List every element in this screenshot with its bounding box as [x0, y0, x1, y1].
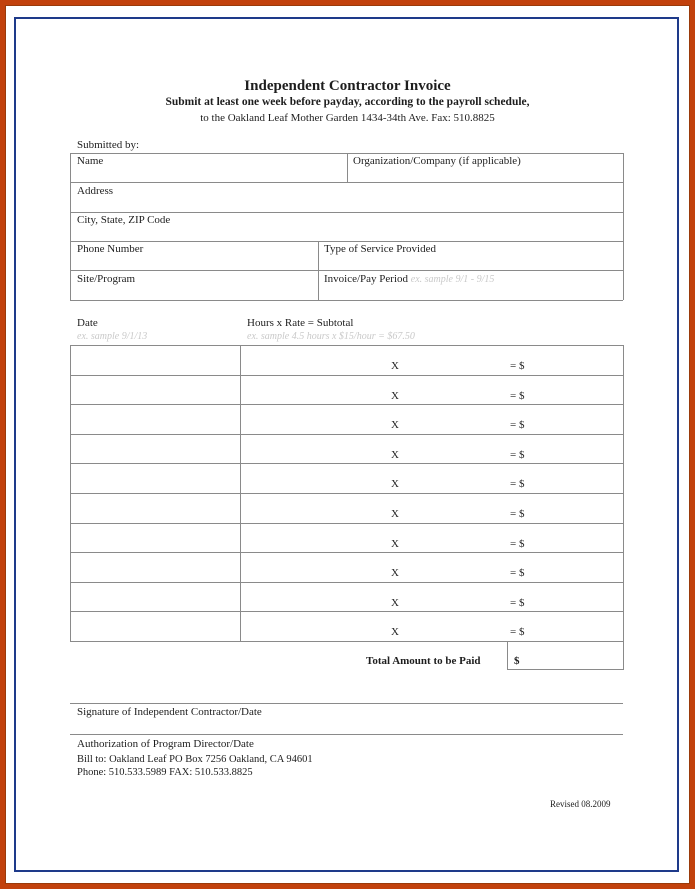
site-program-field[interactable]: Site/Program: [77, 273, 136, 285]
hours-rate-cell-input[interactable]: [241, 435, 622, 462]
pay-period-example: ex. sample 9/1 - 9/15: [410, 274, 495, 285]
subtotal-equals: = $: [510, 597, 525, 609]
multiply-sign: X: [391, 360, 399, 372]
subtotal-equals: = $: [510, 567, 525, 579]
subtotal-equals: = $: [510, 626, 525, 638]
subtotal-equals: = $: [510, 390, 525, 402]
subtotal-equals: = $: [510, 449, 525, 461]
subtotal-equals: = $: [510, 508, 525, 520]
bill-to-address: Bill to: Oakland Leaf PO Box 7256 Oakland, CA 94601: [77, 754, 313, 765]
hours-rate-cell-input[interactable]: [241, 494, 622, 521]
multiply-sign: X: [391, 567, 399, 579]
contractor-signature-line[interactable]: Signature of Independent Contractor/Date: [77, 706, 262, 718]
date-header: Date: [77, 317, 98, 329]
subtotal-equals: = $: [510, 478, 525, 490]
city-state-zip-field[interactable]: City, State, ZIP Code: [77, 214, 171, 226]
submitted-by-heading: Submitted by:: [77, 139, 140, 151]
date-cell-input[interactable]: [71, 435, 239, 462]
total-label: Total Amount to be Paid: [366, 655, 481, 667]
date-cell-input[interactable]: [71, 405, 239, 432]
hours-rate-cell-input[interactable]: [241, 553, 622, 580]
date-cell-input[interactable]: [71, 464, 239, 491]
multiply-sign: X: [391, 626, 399, 638]
name-field[interactable]: Name: [77, 155, 104, 167]
total-amount-input[interactable]: [508, 642, 622, 668]
revision-date: Revised 08.2009: [550, 799, 611, 809]
date-cell-input[interactable]: [71, 494, 239, 521]
pay-period-label: Invoice/Pay Period: [324, 273, 409, 285]
date-cell-input[interactable]: [71, 376, 239, 403]
multiply-sign: X: [391, 419, 399, 431]
multiply-sign: X: [391, 538, 399, 550]
date-cell-input[interactable]: [71, 524, 239, 551]
hours-rate-cell-input[interactable]: [241, 583, 622, 610]
subtotal-equals: = $: [510, 419, 525, 431]
invoice-address-line: to the Oakland Leaf Mother Garden 1434-34th Ave. Fax: 510.8825: [200, 112, 495, 124]
calc-header: Hours x Rate = Subtotal: [247, 317, 354, 329]
invoice-title: Independent Contractor Invoice: [244, 78, 451, 94]
hours-rate-cell-input[interactable]: [241, 612, 622, 639]
address-field[interactable]: Address: [77, 185, 114, 197]
multiply-sign: X: [391, 508, 399, 520]
date-cell-input[interactable]: [71, 583, 239, 610]
invoice-subtitle: Submit at least one week before payday, according to the payroll schedule,: [165, 96, 530, 108]
hours-rate-cell-input[interactable]: [241, 346, 622, 373]
organization-field[interactable]: Organization/Company (if applicable): [353, 155, 521, 167]
subtotal-equals: = $: [510, 360, 525, 372]
date-cell-input[interactable]: [71, 346, 239, 373]
hours-rate-cell-input[interactable]: [241, 405, 622, 432]
service-type-field[interactable]: Type of Service Provided: [324, 243, 436, 255]
multiply-sign: X: [391, 390, 399, 402]
pay-period-field[interactable]: [324, 273, 494, 285]
date-cell-input[interactable]: [71, 612, 239, 639]
multiply-sign: X: [391, 478, 399, 490]
subtotal-equals: = $: [510, 538, 525, 550]
total-currency: $: [514, 655, 520, 667]
calc-example: ex. sample 4.5 hours x $15/hour = $67.50: [247, 331, 415, 342]
phone-number-field[interactable]: Phone Number: [77, 243, 144, 255]
multiply-sign: X: [391, 597, 399, 609]
hours-rate-cell-input[interactable]: [241, 464, 622, 491]
multiply-sign: X: [391, 449, 399, 461]
date-example: ex. sample 9/1/13: [77, 331, 148, 342]
phone-fax-line: Phone: 510.533.5989 FAX: 510.533.8825: [77, 767, 253, 778]
hours-rate-cell-input[interactable]: [241, 524, 622, 551]
director-authorization-line[interactable]: Authorization of Program Director/Date: [77, 738, 254, 750]
date-cell-input[interactable]: [71, 553, 239, 580]
hours-rate-cell-input[interactable]: [241, 376, 622, 403]
